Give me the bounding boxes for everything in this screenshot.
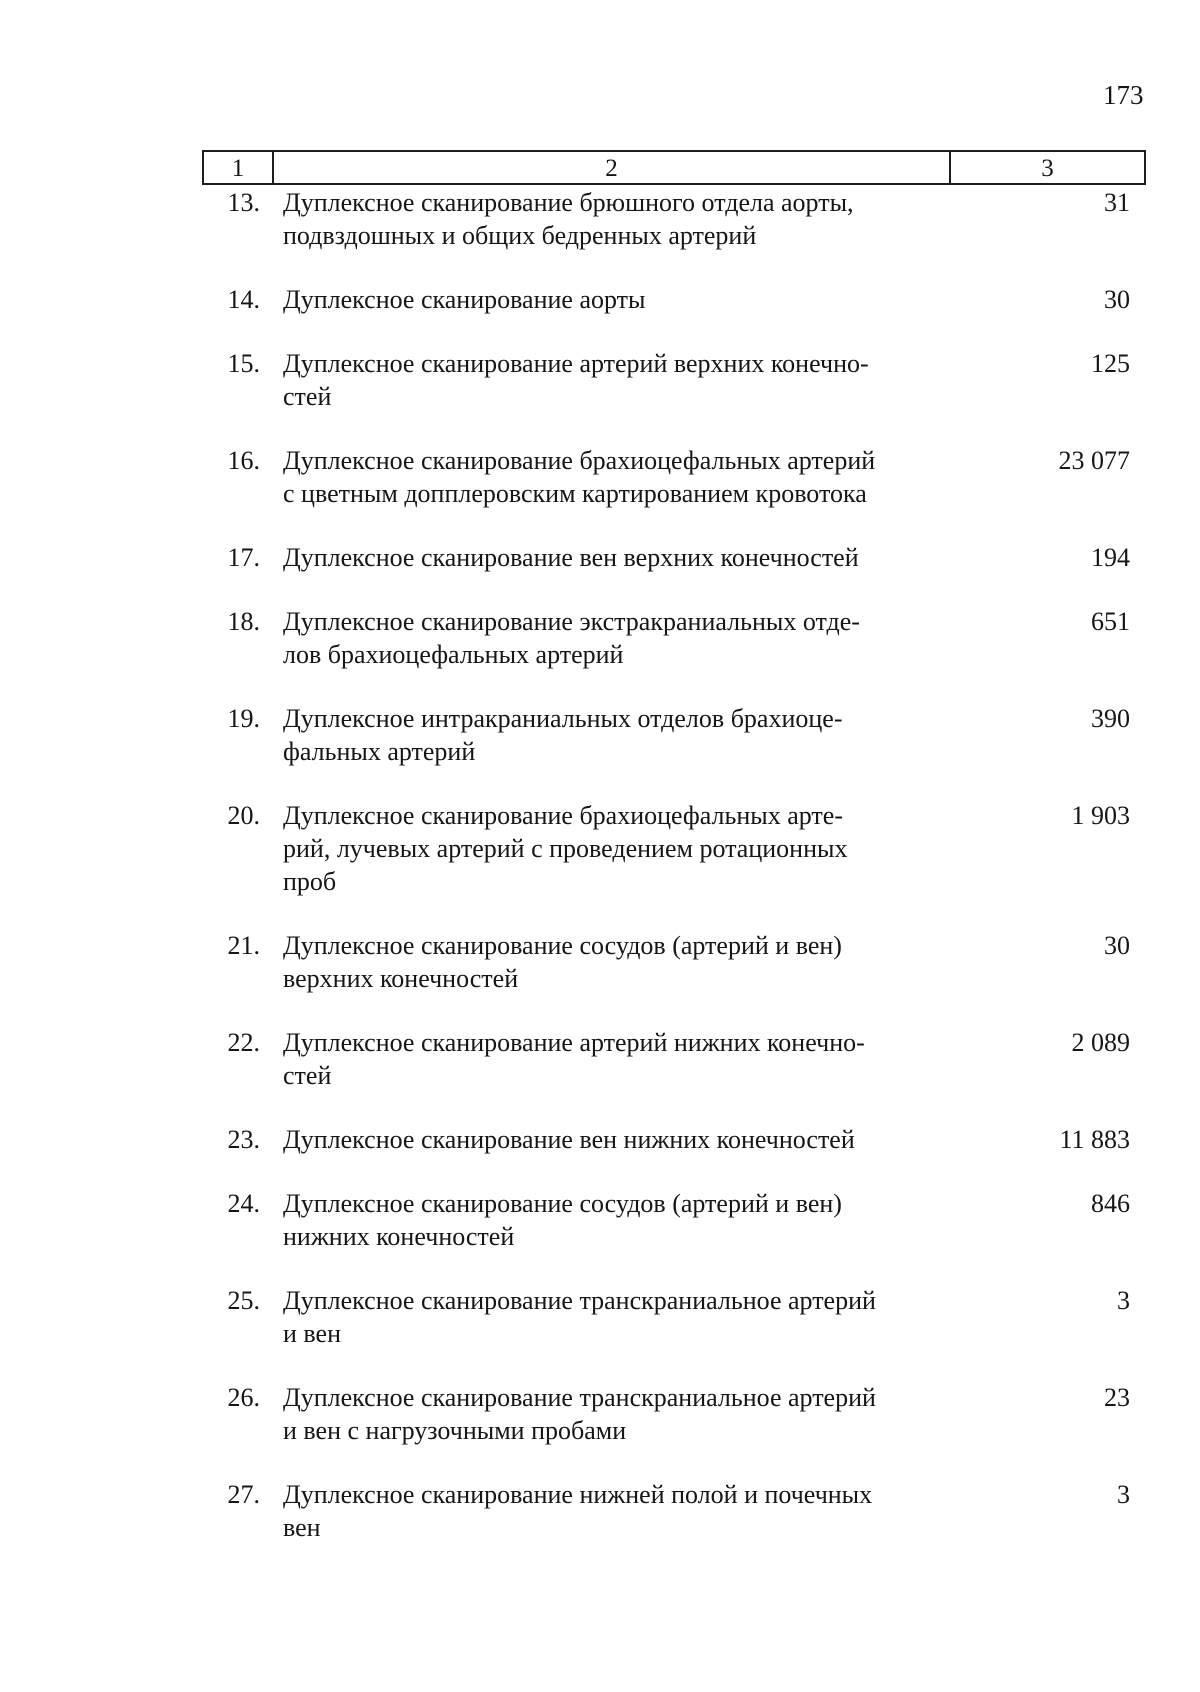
row-value: 31 bbox=[1104, 188, 1130, 217]
row-value: 651 bbox=[1091, 607, 1130, 636]
row-number: 24. bbox=[227, 1189, 260, 1218]
row-name: Дуплексное сканирование сосудов (артерий и вен) верхних конечностей bbox=[283, 931, 842, 993]
row-value: 11 883 bbox=[1059, 1125, 1130, 1154]
table-row bbox=[0, 347, 1200, 413]
row-name: Дуплексное сканирование транскраниальное артерий и вен bbox=[283, 1286, 876, 1348]
table-row bbox=[0, 541, 1200, 574]
row-number: 15. bbox=[227, 349, 260, 378]
row-name: Дуплексное интракраниальных отделов брахиоце- фальных артерий bbox=[283, 704, 843, 766]
row-number: 17. bbox=[227, 543, 260, 572]
row-name: Дуплексное сканирование брахиоцефальных артерий с цветным допплеровским картированием кровотока bbox=[283, 446, 876, 508]
row-value: 30 bbox=[1104, 285, 1130, 314]
header-col-1: 1 bbox=[204, 152, 274, 183]
page-number: 173 bbox=[1103, 80, 1144, 110]
table-body bbox=[0, 186, 1200, 1575]
row-name: Дуплексное сканирование вен верхних конечностей bbox=[283, 543, 859, 572]
table-row bbox=[0, 1478, 1200, 1544]
row-value: 3 bbox=[1117, 1480, 1130, 1509]
row-value: 3 bbox=[1117, 1286, 1130, 1315]
row-number: 21. bbox=[227, 931, 260, 960]
row-number: 25. bbox=[227, 1286, 260, 1315]
table-row bbox=[0, 702, 1200, 768]
table-row bbox=[0, 799, 1200, 898]
row-number: 18. bbox=[227, 607, 260, 636]
row-name: Дуплексное сканирование вен нижних конечностей bbox=[283, 1125, 855, 1154]
row-number: 16. bbox=[227, 446, 260, 475]
table-row bbox=[0, 1381, 1200, 1447]
header-col-2: 2 bbox=[274, 152, 951, 183]
row-value: 194 bbox=[1091, 543, 1130, 572]
row-number: 13. bbox=[227, 188, 260, 217]
row-name: Дуплексное сканирование нижней полой и почечных вен bbox=[283, 1480, 873, 1542]
row-value: 125 bbox=[1091, 349, 1130, 378]
row-value: 30 bbox=[1104, 931, 1130, 960]
table-row bbox=[0, 1026, 1200, 1092]
table-row bbox=[0, 605, 1200, 671]
row-value: 2 089 bbox=[1071, 1028, 1130, 1057]
row-value: 23 077 bbox=[1058, 446, 1130, 475]
row-name: Дуплексное сканирование артерий нижних конечно- стей bbox=[283, 1028, 865, 1090]
table-row bbox=[0, 283, 1200, 316]
row-name: Дуплексное сканирование брахиоцефальных арте- рий, лучевых артерий с проведением ротационных проб bbox=[283, 801, 848, 896]
table-row bbox=[0, 1123, 1200, 1156]
row-name: Дуплексное сканирование аорты bbox=[283, 285, 646, 314]
table-row bbox=[0, 929, 1200, 995]
row-number: 19. bbox=[227, 704, 260, 733]
row-name: Дуплексное сканирование транскраниальное артерий и вен с нагрузочными пробами bbox=[283, 1383, 876, 1445]
row-value: 1 903 bbox=[1071, 801, 1130, 830]
row-value: 390 bbox=[1091, 704, 1130, 733]
row-number: 14. bbox=[227, 285, 260, 314]
table-row bbox=[0, 1187, 1200, 1253]
row-number: 26. bbox=[227, 1383, 260, 1412]
header-col-3: 3 bbox=[1041, 155, 1054, 182]
row-number: 27. bbox=[227, 1480, 260, 1509]
table-row bbox=[0, 444, 1200, 510]
row-number: 20. bbox=[227, 801, 260, 830]
table-row bbox=[0, 186, 1200, 252]
row-name: Дуплексное сканирование экстракраниальных отде- лов брахиоцефальных артерий bbox=[283, 607, 860, 669]
row-number: 23. bbox=[227, 1125, 260, 1154]
row-value: 846 bbox=[1091, 1189, 1130, 1218]
table-row bbox=[0, 1284, 1200, 1350]
row-name: Дуплексное сканирование брюшного отдела аорты, подвздошных и общих бедренных артерий bbox=[283, 188, 854, 250]
row-name: Дуплексное сканирование артерий верхних конечно- стей bbox=[283, 349, 869, 411]
row-number: 22. bbox=[227, 1028, 260, 1057]
table-header bbox=[202, 150, 1146, 185]
row-name: Дуплексное сканирование сосудов (артерий и вен) нижних конечностей bbox=[283, 1189, 842, 1251]
row-value: 23 bbox=[1104, 1383, 1130, 1412]
